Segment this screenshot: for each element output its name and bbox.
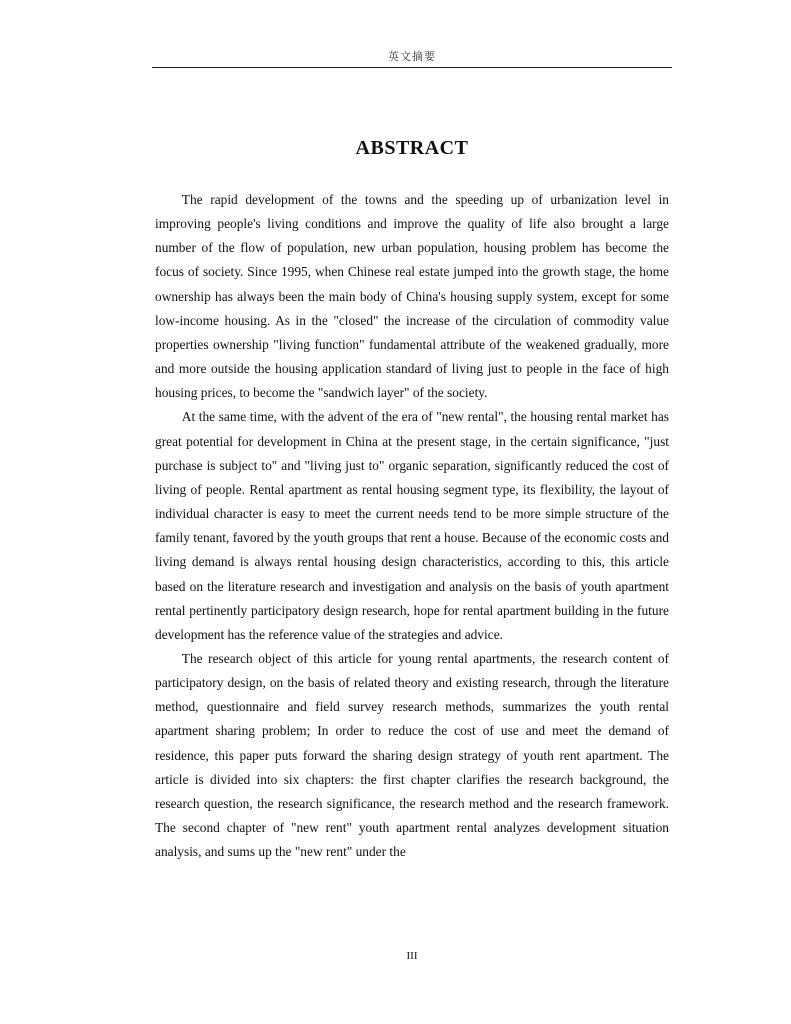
page-number: III bbox=[406, 950, 418, 962]
header-rule bbox=[152, 67, 672, 68]
abstract-paragraph-2: At the same time, with the advent of the era of "new rental", the housing rental market has great potential for development in China at the present stage, in the certain significance, "just purchase is subject to" and "living just to" organic separation, significantly reduced the cost of living of people. Rental apartment as rental housing segment type, its flexibility, the layout of individual character is easy to meet the current needs tend to be more simple structure of the family tenant, favored by the youth groups that rent a house. Because of the economic costs and living demand is always rental housing design characteristics, according to this, this article based on the literature research and investigation and analysis on the basis of youth apartment rental pertinently participatory design research, hope for rental apartment building in the future development has the reference value of the strategies and advice. bbox=[155, 409, 669, 642]
running-header: 英文摘要 bbox=[388, 51, 436, 63]
abstract-body bbox=[155, 188, 669, 864]
abstract-paragraph-3: The research object of this article for young rental apartments, the research content of participatory design, on the basis of related theory and existing research, through the literature method, questionnaire and field survey research methods, summarizes the youth rental apartment sharing problem; In order to reduce the cost of use and meet the demand of residence, this paper puts forward the sharing design strategy of youth rent apartment. The article is divided into six chapters: the first chapter clarifies the research background, the research question, the research significance, the research method and the research framework. The second chapter of "new rent" youth apartment rental analyzes development situation analysis, and sums up the "new rent" under the bbox=[155, 650, 669, 860]
abstract-paragraph-1: The rapid development of the towns and the speeding up of urbanization level in improving people's living conditions and improve the quality of life also brought a large number of the flow of population, new urban population, housing problem has become the focus of society. Since 1995, when Chinese real estate jumped into the growth stage, the home ownership has always been the main body of China's housing supply system, except for some low-income housing. As in the "closed" the increase of the circulation of commodity value properties ownership "living function" fundamental attribute of the weakened gradually, more and more outside the housing application standard of living just to people in the face of high housing prices, to become the "sandwich layer" of the society. bbox=[155, 192, 669, 401]
abstract-title: ABSTRACT bbox=[355, 137, 469, 159]
